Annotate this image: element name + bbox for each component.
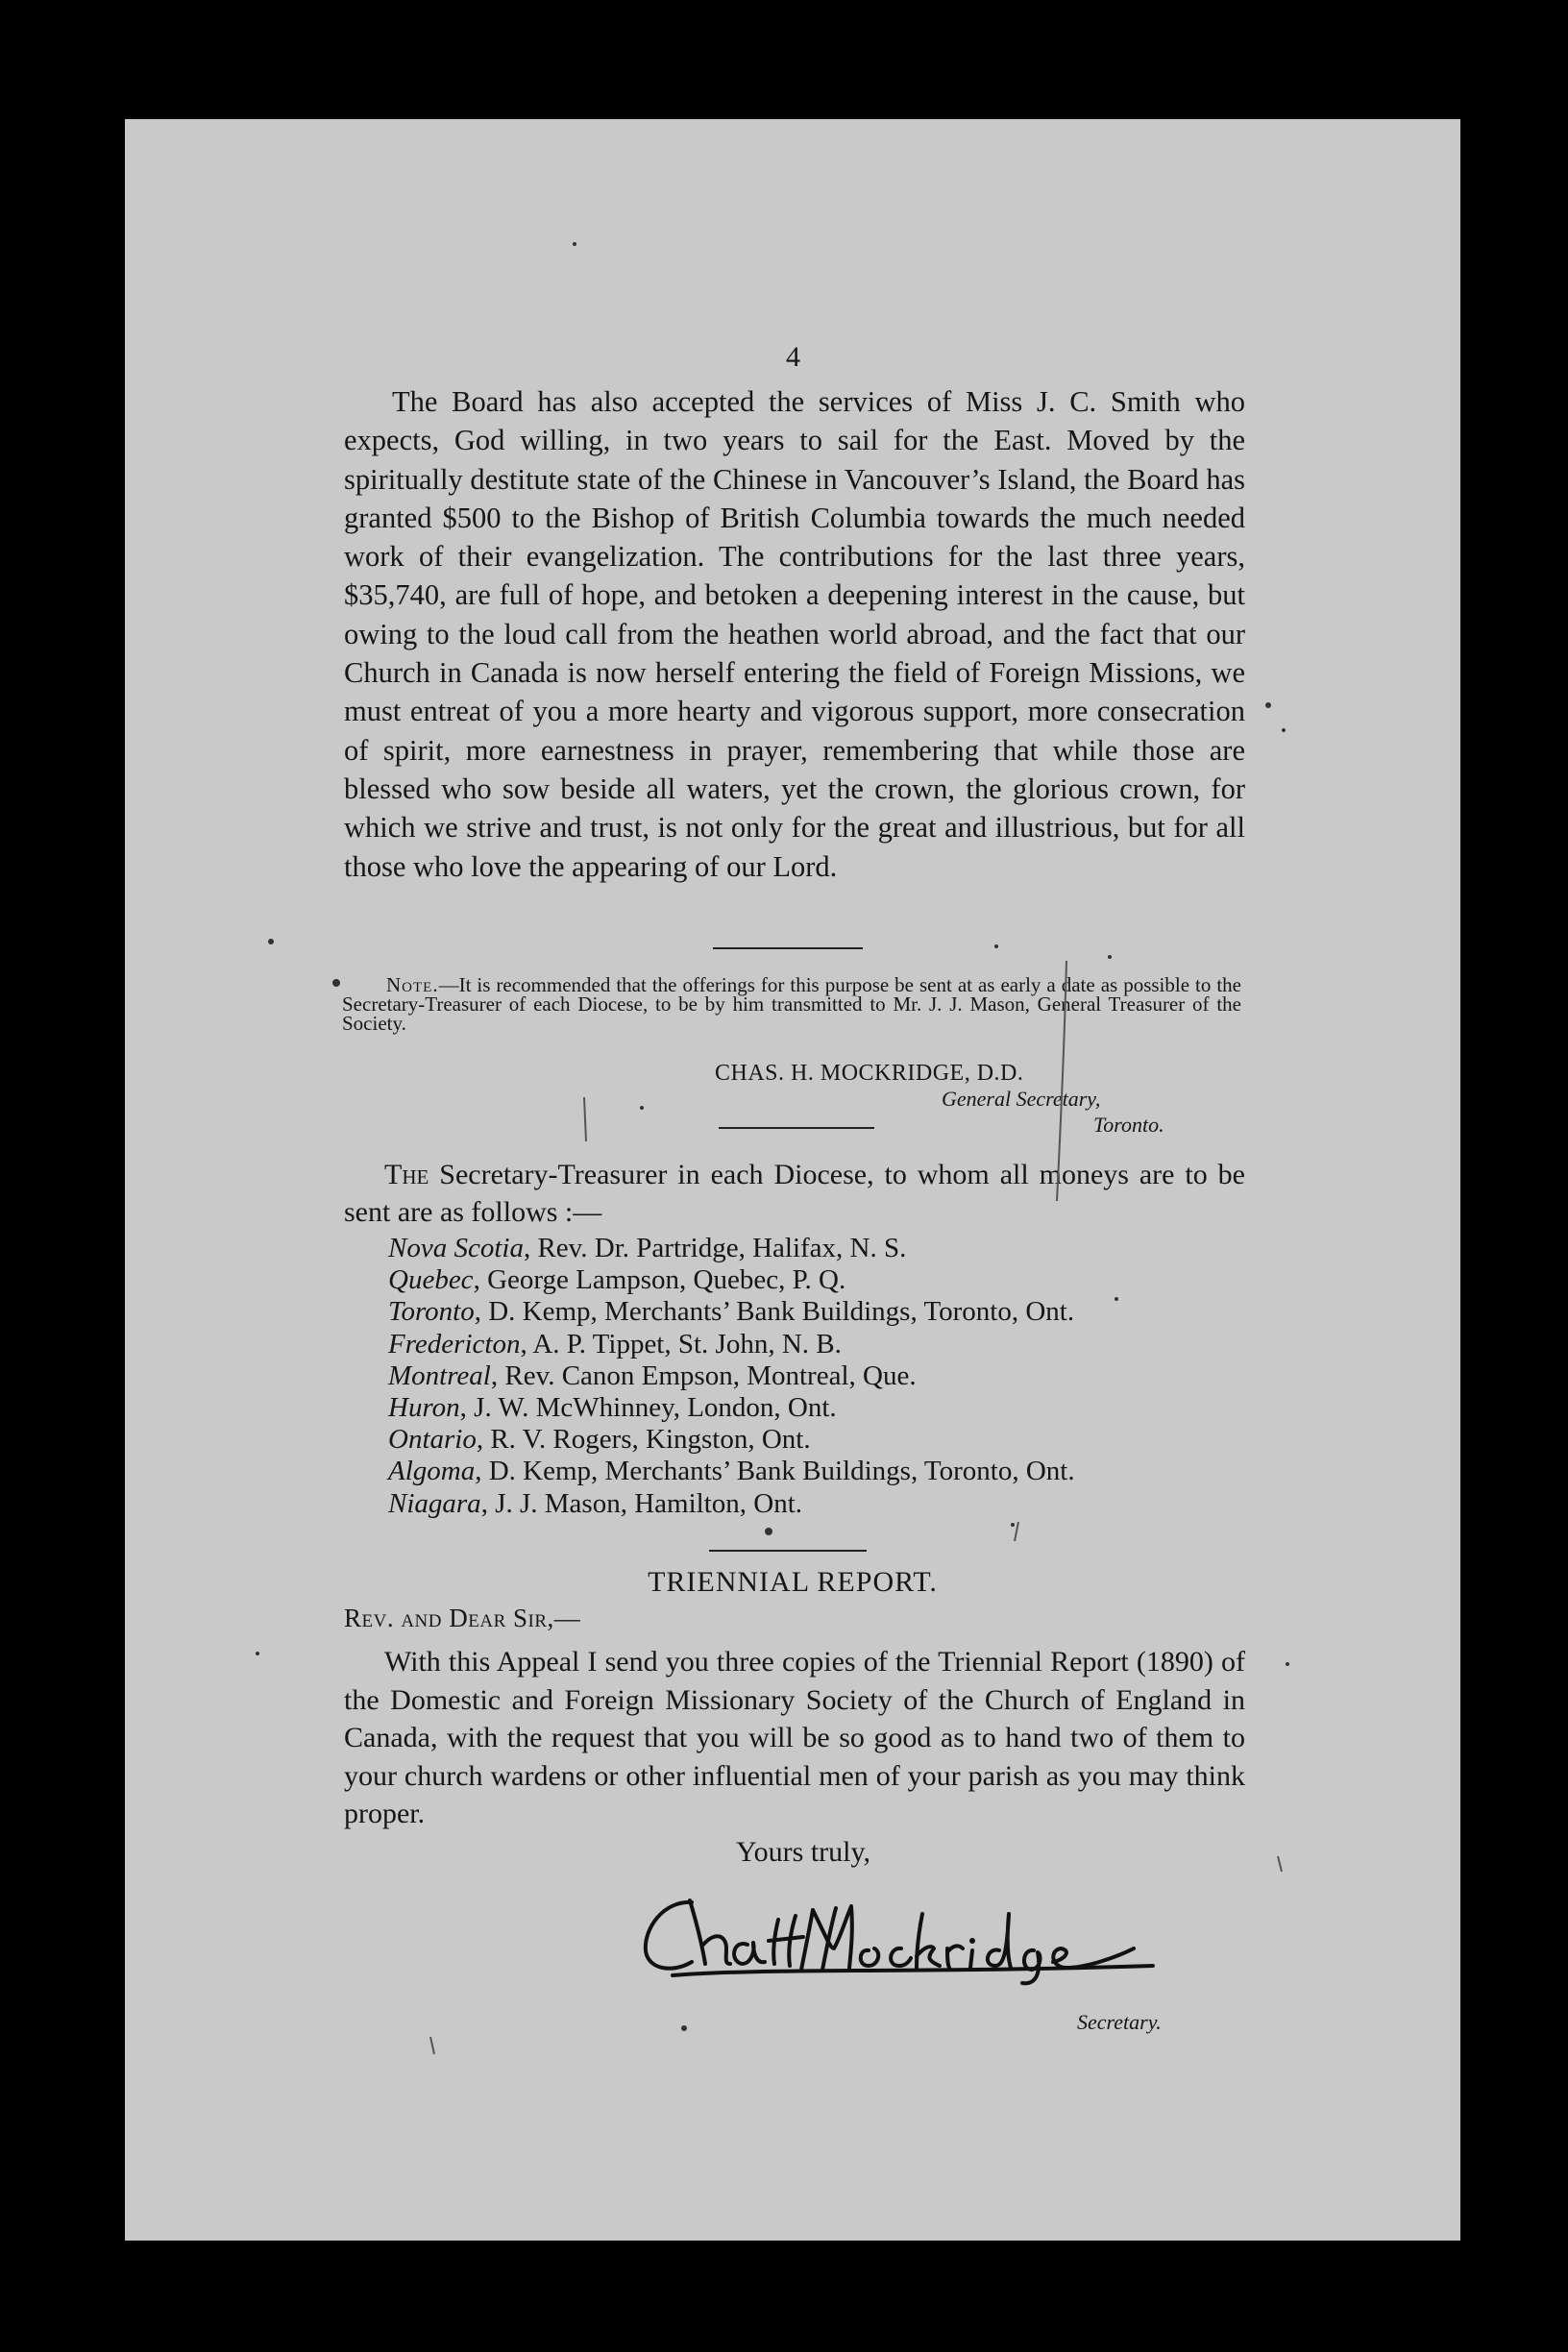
note-block [342, 975, 1241, 1033]
treasurer-details: , J. J. Mason, Hamilton, Ont. [480, 1487, 802, 1519]
treasurer-details: , D. Kemp, Merchants’ Bank Buildings, Toronto, Ont. [474, 1296, 1075, 1328]
list-item [388, 1392, 1075, 1424]
treasurer-details: , R. V. Rogers, Kingston, Ont. [476, 1424, 811, 1456]
diocese-name: Montreal [388, 1360, 491, 1391]
treasurer-details: , Rev. Canon Empson, Montreal, Que. [490, 1360, 917, 1391]
treasurers-intro-text: Secretary-Treasurer in each Diocese, to whom all moneys are to be sent are as follows :— [344, 1159, 1245, 1228]
treasurer-details: , George Lampson, Quebec, P. Q. [473, 1264, 846, 1296]
treasurers-intro [344, 1156, 1245, 1231]
section-divider [709, 1550, 867, 1552]
diocese-name: Niagara [388, 1487, 481, 1519]
diocese-name: Toronto [388, 1296, 475, 1328]
signatory-title: General Secretary, [942, 1087, 1101, 1111]
closing-line: Yours truly, [736, 1836, 871, 1868]
treasurers-intro-lead: The [384, 1159, 429, 1190]
diocese-name: Huron [388, 1392, 460, 1424]
treasurer-details: , J. W. McWhinney, London, Ont. [459, 1392, 837, 1424]
signatory-place: Toronto. [1093, 1113, 1164, 1137]
diocese-name: Algoma [388, 1456, 476, 1487]
signatory-name: CHAS. H. MOCKRIDGE, D.D. [715, 1061, 1024, 1086]
diocese-name: Fredericton [388, 1328, 521, 1360]
list-item [388, 1233, 1075, 1264]
treasurer-details: , Rev. Dr. Partridge, Halifax, N. S. [523, 1233, 907, 1263]
list-item [388, 1360, 1075, 1392]
list-item [388, 1296, 1075, 1328]
diocese-name: Ontario [388, 1424, 477, 1456]
list-item [388, 1264, 1075, 1296]
section-divider [713, 947, 863, 949]
salutation: Rev. and Dear Sir,— [344, 1604, 581, 1632]
report-paragraph [344, 1643, 1245, 1833]
signature-divider [719, 1127, 874, 1129]
treasurer-list [388, 1233, 1075, 1520]
signature-title: Secretary. [1077, 2010, 1162, 2034]
list-item [388, 1424, 1075, 1456]
report-heading: TRIENNIAL REPORT. [648, 1566, 938, 1598]
note-label: Note. [386, 973, 439, 996]
list-item [388, 1488, 1075, 1520]
handwritten-signature [634, 1881, 1172, 1987]
diocese-name: Quebec [388, 1264, 474, 1296]
list-item [388, 1456, 1075, 1487]
list-item [388, 1329, 1075, 1360]
appeal-paragraph-text: The Board has also accepted the services of Miss J. C. Smith who expects, God willing, in two years to sail for the East. Moved by the spiritually destitute state of the Chinese in Vancouver’s Island, the Board has granted $500 to the Bishop of British Columbia towards the much needed work of their evangelization. The contributions for the last three years, $35,740, are full of hope, and betoken a deepening interest in the cause, but owing to the loud call from the heathen world abroad, and the fact that our Church in Canada is now herself entering the field of Foreign Missions, we must entreat of you a more hearty and vigorous support, more consecration of spirit, more earnestness in prayer, remembering that while those are blessed who sow beside all waters, yet the crown, the glorious crown, for which we strive and trust, is not only for the great and illustrious, but for all those who love the appearing of our Lord. [344, 385, 1245, 883]
note-text: —It is recommended that the offerings for this purpose be sent at as early a date as possible to the Secretary-Treasurer of each Diocese, to be by him transmitted to Mr. J. J. Mason, General Treasurer of the Society. [342, 973, 1241, 1035]
page-number: 4 [786, 341, 800, 373]
report-paragraph-text: With this Appeal I send you three copies of the Triennial Report (1890) of the Domestic and Foreign Missionary Society of the Church of England in Canada, with the request that you will be so good as to hand two of them to your church wardens or other influential men of your parish as you may think proper. [344, 1646, 1245, 1829]
diocese-name: Nova Scotia [388, 1233, 524, 1263]
appeal-paragraph [344, 382, 1245, 886]
treasurer-details: , D. Kemp, Merchants’ Bank Buildings, Toronto, Ont. [475, 1456, 1075, 1487]
treasurer-details: , A. P. Tippet, St. John, N. B. [520, 1328, 842, 1360]
